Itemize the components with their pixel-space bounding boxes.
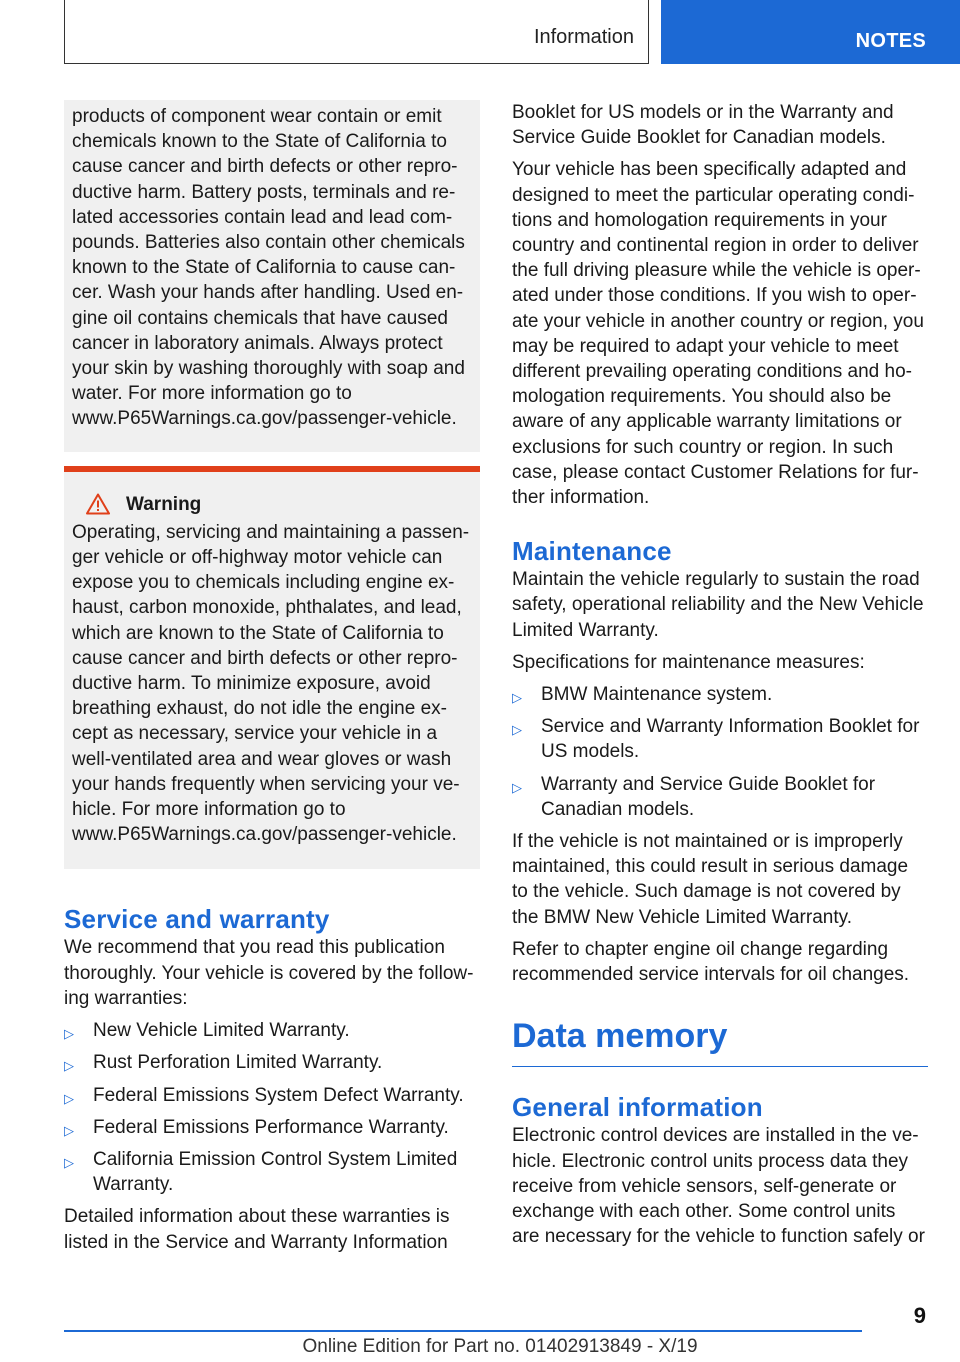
prop65-note-text: products of component wear contain or emit chemicals known to the State of California to cause cancer and birth defects or other repro-ductive harm. Battery posts, terminals and re-lated accessories contain lead and lead com-pounds. Batteries also contain other chemicals known to the State of California to cause can-cer. Wash your hands after handling. Used en-gine oil contains chemicals that have caused cancer in laboratory animals. Always protect your skin by washing thoroughly with soap and water. For more information go to www.P65Warnings.ca.gov/passenger-vehicle. — [72, 106, 465, 430]
right-column — [512, 100, 928, 1256]
maintenance-text: Maintain the vehicle regularly to sustain the road safety, operational reliability and the New Vehicle Limited Warranty. — [512, 569, 924, 641]
triangle-bullet-icon: ▷ — [512, 779, 522, 795]
general-information-text: Electronic control devices are installed in the ve-hicle. Electronic control units process data they receive from vehicle sensors, self-generate or exchange with each other. Some control units are necessary for the vehicle to function safely or — [512, 1125, 925, 1248]
service-warranty-heading: Service and warranty — [64, 904, 330, 935]
vehicle-adaptation-text: Your vehicle has been specifically adapted and designed to meet the particular operating condi-tions and homologation requirements in your country and continental region in order to deliver the full driving pleasure while the vehicle is oper-ated under those conditions. If you wish to oper-ate your vehicle in another country or region, you may be required to adapt your vehicle to meet different prevailing operating conditions and ho-mologation requirements. You should also be aware of any applicable warranty limitations or exclusions for such country or region. In such case, please contact Customer Relations for fur-ther information. — [512, 159, 924, 509]
warranty-list — [64, 1018, 480, 1197]
triangle-bullet-icon: ▷ — [64, 1058, 74, 1074]
service-intro-text: We recommend that you read this publication thoroughly. Your vehicle is covered by the follow-ing warranties: — [64, 937, 474, 1009]
warning-triangle-icon — [86, 493, 110, 515]
list-item: ▷ Service and Warranty Information Booklet for US models. — [512, 716, 920, 763]
list-item: ▷ Rust Perforation Limited Warranty. — [64, 1050, 480, 1075]
list-item: ▷ Warranty and Service Guide Booklet for Canadian models. — [512, 773, 876, 820]
list-item: ▷ California Emission Control System Limited Warranty. — [64, 1148, 458, 1196]
list-item: ▷ Federal Emissions Performance Warranty. — [64, 1115, 480, 1140]
triangle-bullet-icon: ▷ — [512, 690, 522, 706]
triangle-bullet-icon: ▷ — [64, 1090, 74, 1106]
footer-divider — [64, 1330, 862, 1332]
triangle-bullet-icon: ▷ — [64, 1026, 74, 1042]
triangle-bullet-icon: ▷ — [64, 1122, 74, 1138]
booklet-continuation-text: Booklet for US models or in the Warranty and Service Guide Booklet for Canadian models. — [512, 102, 894, 149]
maintenance-heading: Maintenance — [512, 536, 672, 567]
page-number: 9 — [913, 1303, 926, 1328]
list-item: ▷ New Vehicle Limited Warranty. — [64, 1018, 480, 1043]
left-column — [64, 100, 480, 1262]
service-detail-text: Detailed information about these warranties is listed in the Service and Warranty Information — [64, 1206, 450, 1253]
page-header — [0, 0, 960, 66]
maintenance-spec-list — [512, 682, 928, 822]
general-information-heading: General information — [512, 1092, 763, 1123]
warning-box — [64, 466, 480, 870]
triangle-bullet-icon: ▷ — [64, 1154, 74, 1170]
data-memory-heading: Data memory — [512, 1016, 928, 1067]
header-chapter-tab[interactable] — [661, 0, 960, 64]
warning-header — [72, 492, 472, 517]
oil-change-text: Refer to chapter engine oil change regarding recommended service intervals for oil changes. — [512, 938, 910, 986]
triangle-bullet-icon: ▷ — [512, 722, 522, 738]
list-item: ▷ BMW Maintenance system. — [512, 682, 928, 707]
header-section-box — [64, 0, 649, 64]
header-section-title: Information — [533, 26, 634, 48]
maintenance-spec-intro: Specifications for maintenance measures: — [512, 651, 865, 673]
not-maintained-text: If the vehicle is not maintained or is improperly maintained, this could result in serious damage to the vehicle. Such damage is not covered by the BMW New Vehicle Limited Warranty. — [512, 831, 909, 928]
warning-text: Operating, servicing and maintaining a passen-ger vehicle or off-highway motor vehicle can expose you to chemicals including engine ex-haust, carbon monoxide, phthalates, and lead, which are known to the State of California to cause cancer and birth defects or other repro-ductive harm. To minimize exposure, avoid breathing exhaust, do not idle the engine ex-cept as necessary, service your vehicle in a well-ventilated area and wear gloves or wash your hands frequently when servicing your ve-hicle. For more information go to www.P65Warnings.ca.gov/passenger-vehicle. — [72, 521, 470, 846]
list-item: ▷ Federal Emissions System Defect Warranty. — [64, 1083, 480, 1108]
footer-edition: Online Edition for Part no. 01402913849 - X/19 — [302, 1336, 698, 1357]
prop65-note-box — [64, 100, 480, 452]
warning-title: Warning — [126, 493, 202, 515]
header-chapter-label: NOTES — [855, 30, 926, 52]
